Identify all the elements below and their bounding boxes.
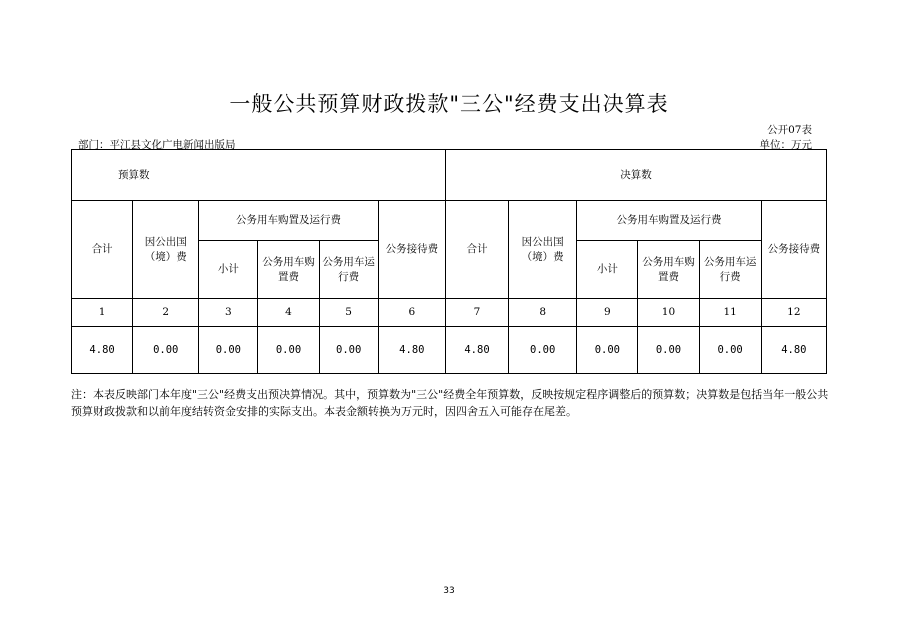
- index-cell: 5: [319, 299, 378, 327]
- three-public-expense-table: [71, 149, 827, 374]
- budget-vehicle-operation-header: 公务用车运行费: [319, 241, 378, 299]
- section-header-row: [72, 150, 827, 201]
- budget-section-header: 预算数: [72, 150, 446, 201]
- index-cell: 2: [133, 299, 199, 327]
- index-cell: 9: [577, 299, 638, 327]
- unit-label: 单位：万元: [759, 139, 812, 151]
- actual-total-header: 合计: [445, 201, 508, 299]
- index-cell: 12: [761, 299, 826, 327]
- actual-vehicle-subtotal-value: 0.00: [577, 327, 638, 374]
- budget-vehicle-purchase-header: 公务用车购置费: [258, 241, 319, 299]
- actual-vehicle-operation-value: 0.00: [699, 327, 761, 374]
- index-cell: 4: [258, 299, 319, 327]
- index-cell: 7: [445, 299, 508, 327]
- actual-abroad-header: 因公出国（境）费: [509, 201, 577, 299]
- budget-reception-header: 公务接待费: [378, 201, 445, 299]
- table-note: 注：本表反映部门本年度"三公"经费支出预决算情况。其中，预算数为"三公"经费全年预算数，反映按规定程序调整后的预算数；决算数是包括当年一般公共预算财政拨款和以前年度结转资金安排的实际支出。本表金额转换为万元时，因四舍五入可能存在尾差。: [71, 388, 829, 418]
- budget-vehicle-subtotal-value: 0.00: [199, 327, 258, 374]
- actual-total-value: 4.80: [445, 327, 508, 374]
- budget-total-value: 4.80: [72, 327, 133, 374]
- budget-vehicle-group-header: 公务用车购置及运行费: [199, 201, 378, 241]
- budget-reception-value: 4.80: [378, 327, 445, 374]
- page-title: 一般公共预算财政拨款"三公"经费支出决算表: [229, 92, 669, 116]
- budget-abroad-header: 因公出国（境）费: [133, 201, 199, 299]
- index-cell: 11: [699, 299, 761, 327]
- index-cell: 3: [199, 299, 258, 327]
- actual-vehicle-purchase-header: 公务用车购置费: [638, 241, 699, 299]
- index-cell: 8: [509, 299, 577, 327]
- page-number: 33: [443, 586, 455, 596]
- actual-subtotal-header: 小计: [577, 241, 638, 299]
- index-cell: 10: [638, 299, 699, 327]
- actual-vehicle-purchase-value: 0.00: [638, 327, 699, 374]
- actual-reception-value: 4.80: [761, 327, 826, 374]
- actual-reception-header: 公务接待费: [761, 201, 826, 299]
- index-cell: 6: [378, 299, 445, 327]
- index-cell: 1: [72, 299, 133, 327]
- form-code: 公开07表: [767, 124, 812, 136]
- column-header-row-1: [72, 201, 827, 241]
- budget-subtotal-header: 小计: [199, 241, 258, 299]
- actual-vehicle-group-header: 公务用车购置及运行费: [577, 201, 761, 241]
- budget-total-header: 合计: [72, 201, 133, 299]
- actual-vehicle-operation-header: 公务用车运行费: [699, 241, 761, 299]
- budget-vehicle-purchase-value: 0.00: [258, 327, 319, 374]
- actual-section-header: 决算数: [445, 150, 826, 201]
- budget-vehicle-operation-value: 0.00: [319, 327, 378, 374]
- budget-abroad-value: 0.00: [133, 327, 199, 374]
- department-label: 部门：平江县文化广电新闻出版局: [78, 139, 236, 151]
- actual-abroad-value: 0.00: [509, 327, 577, 374]
- value-row: [72, 327, 827, 374]
- index-row: [72, 299, 827, 327]
